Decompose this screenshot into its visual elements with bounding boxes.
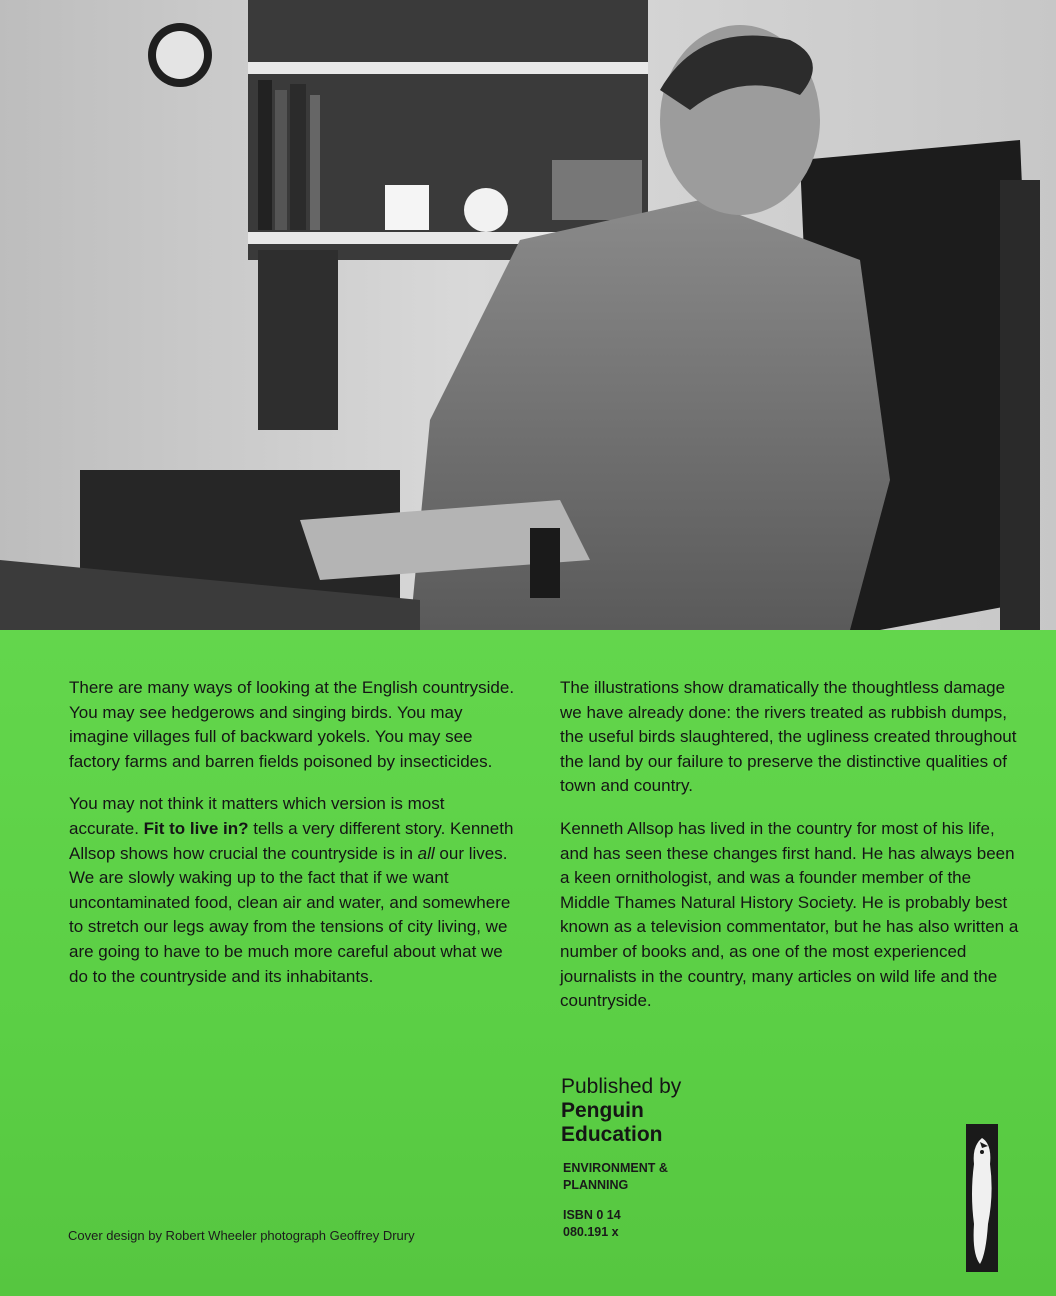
book-title: Fit to live in? bbox=[143, 818, 249, 838]
blurb-text: our lives. We are slowly waking up to the fact that if we want uncontaminated food, clean air and water, and somewhere to stretch our legs away from the tensions of city living, we are going to have to be much more careful about what we do to the countryside and its inhabitants. bbox=[69, 843, 511, 986]
publisher-block bbox=[561, 1075, 821, 1147]
blurb-paragraph bbox=[69, 792, 519, 989]
emphasis: all bbox=[417, 843, 435, 863]
cover-credit: Cover design by Robert Wheeler photograph Geoffrey Drury bbox=[68, 1228, 415, 1243]
series-line: ENVIRONMENT & bbox=[563, 1161, 668, 1175]
isbn-line: 080.191 x bbox=[563, 1225, 619, 1239]
published-by-label: Published by bbox=[561, 1075, 682, 1098]
cover-photograph bbox=[0, 0, 1056, 630]
isbn-line: ISBN 0 14 bbox=[563, 1208, 621, 1222]
publisher-name: Penguin bbox=[561, 1099, 644, 1122]
blurb-left-column bbox=[69, 676, 519, 1007]
blurb-right-column bbox=[560, 676, 1022, 1032]
author-bio: Kenneth Allsop has lived in the country for most of his life, and has seen these changes first hand. He has always been a keen ornithologist, and was a founder member of the Middle Thames Natural History Society. He is probably best known as a television commentator, but he has also written a number of books and, as one of the most experienced journalists in the country, many articles on wild life and the countryside. bbox=[560, 818, 1019, 1011]
blurb-text: You may not think it matters which version is most accurate. bbox=[69, 794, 445, 838]
isbn bbox=[563, 1207, 621, 1241]
photo-illustration bbox=[0, 0, 1056, 630]
series-line: PLANNING bbox=[563, 1178, 629, 1192]
penguin-logo-icon bbox=[958, 1124, 1006, 1277]
blurb-text: tells a very different story. Kenneth Allsop shows how crucial the countryside is in bbox=[69, 818, 514, 863]
blurb-paragraph: There are many ways of looking at the English countryside. You may see hedgerows and singing birds. You may imagine villages full of backward yokels. You may see factory farms and barren fields poisoned by insecticides. bbox=[69, 678, 515, 771]
series-label bbox=[563, 1160, 668, 1194]
publisher-name: Education bbox=[561, 1123, 663, 1146]
blurb-paragraph: The illustrations show dramatically the thoughtless damage we have already done: the rivers treated as rubbish dumps, the useful birds slaughtered, the ugliness created throughout the land by our failure to preserve the distinctive qualities of town and country. bbox=[560, 678, 1017, 796]
